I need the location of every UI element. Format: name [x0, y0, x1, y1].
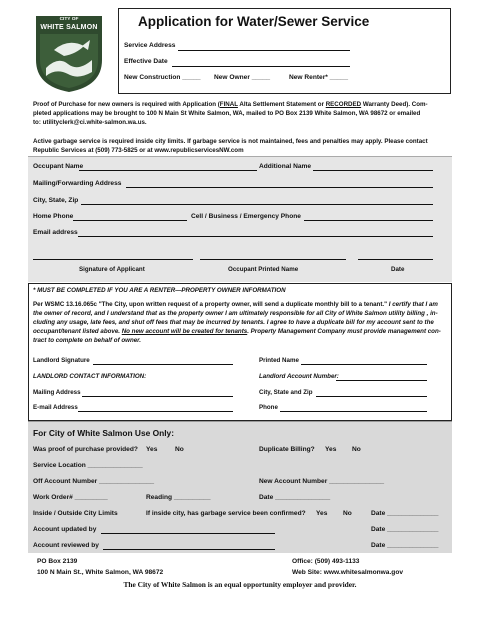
footer-po-box: PO Box 2139	[37, 558, 78, 565]
new-owner-check[interactable]: New Owner _____	[214, 74, 271, 81]
off-account-field[interactable]: Off Account Number _______________	[33, 478, 155, 485]
additional-name-label: Additional Name	[259, 163, 312, 170]
proof-yes-option[interactable]: Yes	[146, 446, 158, 453]
landlord-email-label: E-mail Address	[33, 404, 78, 411]
home-phone-label: Home Phone	[33, 213, 74, 220]
email-label: Email address	[33, 229, 78, 236]
email-field[interactable]	[78, 236, 433, 237]
footer-address: 100 N Main St., White Salmon, WA 98672	[37, 569, 164, 576]
office-use-heading: For City of White Salmon Use Only:	[33, 428, 174, 438]
landlord-printed-name-label: Printed Name	[259, 357, 299, 364]
mailing-address-label: Mailing/Forwarding Address	[33, 180, 122, 187]
home-phone-field[interactable]	[73, 220, 187, 221]
landlord-city-label: City, State and Zip	[259, 389, 313, 396]
landlord-contact-heading: LANDLORD CONTACT INFORMATION:	[33, 373, 147, 380]
landlord-phone-field[interactable]	[280, 411, 427, 412]
form-title: Application for Water/Sewer Service	[138, 14, 370, 29]
city-state-zip-field[interactable]	[81, 204, 433, 205]
inside-outside-label: Inside / Outside City Limits	[33, 510, 118, 517]
garbage-no-option[interactable]: No	[343, 510, 352, 517]
garbage-confirmed-question: If inside city, has garbage service been confirmed?	[146, 510, 306, 517]
landlord-printed-name-field[interactable]	[301, 364, 427, 365]
landlord-signature-label: Landlord Signature	[33, 357, 90, 364]
city-state-zip-label: City, State, Zip	[33, 197, 79, 204]
effective-date-label: Effective Date	[124, 58, 168, 65]
new-account-field[interactable]: New Account Number _______________	[259, 478, 385, 485]
service-address-field[interactable]	[178, 50, 350, 51]
mailing-address-field[interactable]	[126, 187, 433, 188]
updated-by-field[interactable]	[101, 533, 275, 534]
printed-name-caption: Occupant Printed Name	[228, 266, 299, 273]
landlord-email-field[interactable]	[78, 411, 233, 412]
duplicate-yes-option[interactable]: Yes	[325, 446, 337, 453]
date-caption: Date	[391, 266, 405, 273]
service-address-label: Service Address	[124, 42, 176, 49]
footer-website: Web Site: www.whitesalmonwa.gov	[292, 569, 404, 576]
cell-phone-field[interactable]	[304, 220, 433, 221]
applicant-signature-field[interactable]	[33, 259, 193, 260]
proof-notice: Proof of Purchase for new owners is required with Application (FINAL Alta Settlement Statement or RECORDED Warranty Deed). Com- pleted applications may be brought to 100 N Main St White Salmon, WA, mailed to PO Box 2139 White Salmon, WA 98672 or emailed to: utilityclerk@ci.white-salmon.wa.us.	[33, 101, 428, 126]
renter-certification-text: Per WSMC 13.16.065c "The City, upon written request of a property owner, will send a duplicate monthly bill to a tenant." I certify that I am the owner of record, and I understand that as the property owner I am ultimately responsible for all City of White Salmon utility billing , in- cluding any usage, late fees, and shut off fees that may be incurred by tenants. I agree to have a duplicate bill for my account sent to the occupant/tenant listed above. No new account will be created for tenants. Property Management Company must provide management con- tract to complete on behalf of owner.	[33, 301, 441, 344]
work-order-field[interactable]: Work Order# _________	[33, 494, 108, 501]
updated-date-field[interactable]: Date ______________	[371, 526, 439, 533]
printed-name-field[interactable]	[200, 259, 346, 260]
occupant-name-label: Occupant Name	[33, 163, 84, 170]
garbage-notice: Active garbage service is required inside city limits. If garbage service is not maintained, fees and penalties may apply. Please contact Republic Services at (509) 773-5825 or at www.republicservicesNW.com	[33, 138, 428, 154]
additional-name-field[interactable]	[313, 170, 433, 171]
garbage-yes-option[interactable]: Yes	[316, 510, 328, 517]
logo-top-text: CITY OF	[59, 17, 79, 22]
updated-by-label: Account updated by	[33, 526, 97, 533]
footer-office-phone: Office: (509) 493-1133	[292, 558, 360, 565]
landlord-signature-field[interactable]	[93, 364, 233, 365]
landlord-mailing-field[interactable]	[82, 396, 233, 397]
landlord-phone-label: Phone	[259, 404, 278, 411]
proof-no-option[interactable]: No	[175, 446, 184, 453]
proof-question: Was proof of purchase provided?	[33, 446, 138, 453]
duplicate-billing-question: Duplicate Billing?	[259, 446, 315, 453]
occupant-name-field[interactable]	[79, 170, 257, 171]
service-location-field[interactable]: Service Location _______________	[33, 462, 143, 469]
landlord-account-field[interactable]	[336, 380, 427, 381]
garbage-date-field[interactable]: Date ______________	[371, 510, 439, 517]
reviewed-by-label: Account reviewed by	[33, 542, 99, 549]
city-seal-logo	[32, 12, 106, 94]
equal-opportunity-statement: The City of White Salmon is an equal opportunity employer and provider.	[123, 580, 357, 589]
reading-field[interactable]: Reading __________	[146, 494, 211, 501]
renter-heading: * MUST BE COMPLETED IF YOU ARE A RENTER—PROPERTY OWNER INFORMATION	[33, 287, 286, 294]
signature-date-field[interactable]	[358, 259, 433, 260]
new-construction-check[interactable]: New Construction _____	[124, 74, 201, 81]
effective-date-field[interactable]	[172, 66, 350, 67]
reviewed-by-field[interactable]	[103, 549, 275, 550]
new-renter-check[interactable]: New Renter* _____	[289, 74, 349, 81]
landlord-mailing-label: Mailing Address	[33, 389, 81, 396]
duplicate-no-option[interactable]: No	[352, 446, 361, 453]
landlord-city-field[interactable]	[316, 396, 427, 397]
work-date-field[interactable]: Date _______________	[259, 494, 331, 501]
reviewed-date-field[interactable]: Date ______________	[371, 542, 439, 549]
logo-name-text: WHITE SALMON	[40, 24, 98, 31]
cell-phone-label: Cell / Business / Emergency Phone	[191, 213, 301, 220]
landlord-account-label: Landlord Account Number:	[259, 373, 339, 380]
signature-applicant-caption: Signature of Applicant	[79, 266, 145, 273]
